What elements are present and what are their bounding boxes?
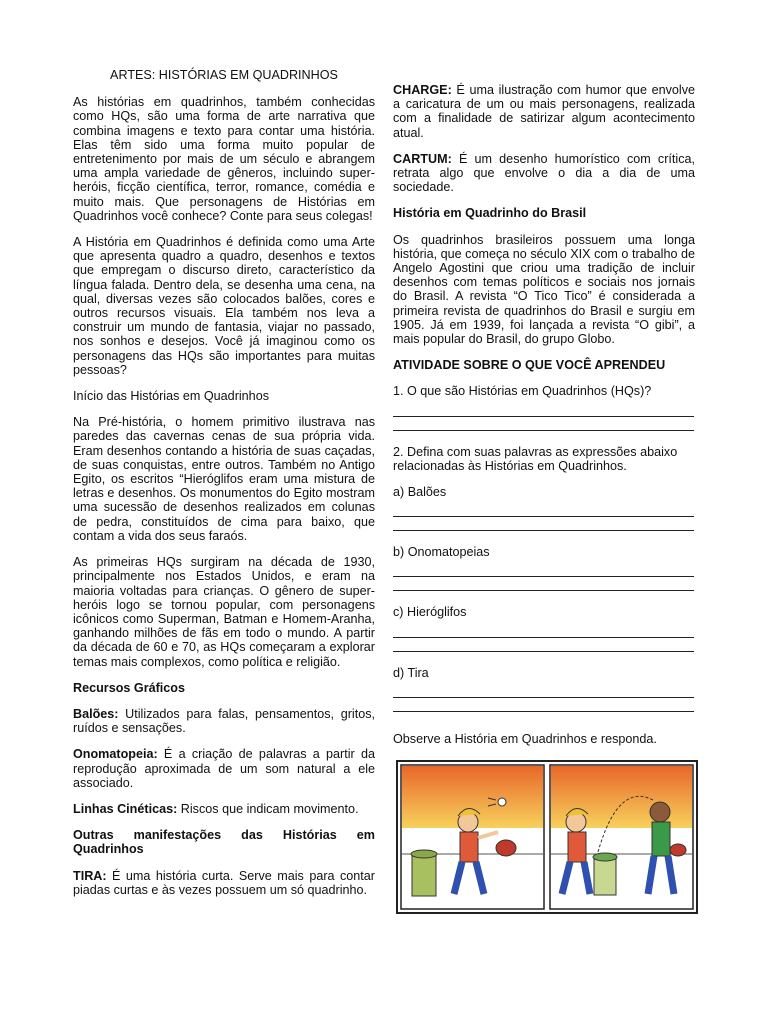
observe-instruction: Observe a História em Quadrinhos e responda.	[393, 731, 657, 746]
linhas-paragraph	[73, 802, 375, 816]
baloes-paragraph	[73, 707, 375, 735]
answer-lines-2b	[393, 563, 695, 591]
primeiras-paragraph: As primeiras HQs surgiram na década de 1930, principalmente nos Estados Unidos, e eram na maioria voltadas para crianças. O gênero de super-heróis logo se tornou popular, com personagens icônicos como Superman, Batman e Homem-Aranha, ganhando milhões de fãs em todo o mundo. A partir da década de 60 e 70, as HQs começaram a explorar temas mais complexos, como política e religião.	[73, 555, 375, 669]
intro-paragraph: As histórias em quadrinhos, também conhecidas como HQs, são uma forma de arte narrativa que combina imagens e texto para contar uma história. Elas têm sido uma forma muito popular de entretenimento por mais de um século e abrangem uma ampla variedade de gêneros, incluindo super-heróis, ficção científica, terror, romance, comédia e muito mais. Que personagens de Histórias em Quadrinhos você conhece? Conte para seus colegas!	[73, 95, 375, 223]
baloes-term: Balões:	[73, 706, 119, 721]
cartum-text: É um desenho humorístico com crítica, retrata algo que envolve o dia a dia de uma sociedade.	[393, 151, 695, 195]
question-2c: c) Hieróglifos	[393, 605, 467, 620]
onomatopeia-term: Onomatopeia:	[73, 747, 158, 762]
prehistoria-paragraph: Na Pré-história, o homem primitivo ilustrava nas paredes das cavernas cenas de sua própria vida. Eram desenhos contando a história de suas caçadas, de suas conquistas, entre outros. Também no Antigo Egito, os escritos “Hieróglifos eram uma mistura de letras e desenhos. Os monumentos do Egito mostram uma sucessão de desenhos realizados em colunas de pedra, constituídos de cima para baixo, que contam a vida dos seus faraós.	[73, 415, 375, 543]
answer-line[interactable]	[393, 684, 694, 698]
inicio-heading: Início das Histórias em Quadrinhos	[73, 389, 269, 404]
answer-line[interactable]	[393, 698, 694, 712]
onomatopeia-paragraph	[73, 747, 375, 790]
answer-line[interactable]	[393, 638, 694, 652]
answer-line[interactable]	[393, 577, 694, 591]
right-column	[393, 83, 695, 750]
brasil-paragraph: Os quadrinhos brasileiros possuem uma longa história, que começa no século XIX com o trabalho de Angelo Agostini que criou uma tradição de incluir desenhos com temas políticos e sociais nos jornais do Brasil. A revista “O Tico Tico” é considerada a primeira revista de quadrinhos do Brasil e surgiu em 1905. Já em 1939, foi lançada a revista “O gibi”, a mais popular do Brasil, do grupo Globo.	[393, 232, 695, 347]
left-column	[73, 68, 375, 909]
linhas-term: Linhas Cinéticas:	[73, 801, 178, 816]
answer-line[interactable]	[393, 624, 694, 638]
baloes-text: Utilizados para falas, pensamentos, gritos, ruídos e sensações.	[73, 706, 375, 736]
answer-line[interactable]	[393, 563, 694, 577]
recursos-heading: Recursos Gráficos	[73, 680, 185, 695]
page-title: ARTES: HISTÓRIAS EM QUADRINHOS	[110, 68, 338, 82]
cartum-term: CARTUM:	[393, 151, 452, 166]
charge-term: CHARGE:	[393, 83, 452, 97]
onomatopeia-text: É a criação de palavras a partir da reprodução aproximada de um som natural a ele associado.	[73, 747, 375, 790]
question-2: 2. Defina com suas palavras as expressões abaixo relacionadas às Histórias em Quadrinhos.	[393, 444, 678, 473]
charge-text: É uma ilustração com humor que envolve a caricatura de um ou mais personagens, realizada com a finalidade de satirizar algum acontecimento atual.	[393, 83, 695, 140]
answer-line[interactable]	[393, 417, 694, 431]
comic-illustration	[398, 762, 696, 912]
question-1: 1. O que são Histórias em Quadrinhos (HQs)?	[393, 384, 652, 399]
definition-paragraph: A História em Quadrinhos é definida como uma Arte que apresenta quadro a quadro, desenhos e textos que empregam o discurso direto, característico da língua falada. Dentro dela, se desenha uma cena, na qual, diversas vezes são colocados balões, cores e outros recursos visuais. Ela também nos leva a construir um mundo de fantasia, viajar no passado, nos sonhos e desejos. Você já imaginou como os personagens das HQs são importantes para muitas pessoas?	[73, 235, 375, 377]
answer-line[interactable]	[393, 517, 694, 531]
comic-panel-1	[401, 765, 544, 909]
answer-lines-2c	[393, 624, 695, 652]
tira-paragraph	[73, 869, 375, 897]
tira-term: TIRA:	[73, 868, 107, 883]
comic-panel-2	[550, 765, 693, 909]
cartum-paragraph	[393, 152, 695, 195]
brasil-heading: História em Quadrinho do Brasil	[393, 206, 587, 221]
linhas-text: Riscos que indicam movimento.	[177, 801, 359, 816]
comic-strip	[396, 760, 698, 914]
question-2a: a) Balões	[393, 485, 447, 500]
answer-line[interactable]	[393, 403, 694, 417]
outras-heading: Outras manifestações das Histórias em Quadrinhos	[73, 828, 375, 857]
answer-lines-2a	[393, 503, 695, 531]
question-2b: b) Onomatopeias	[393, 545, 490, 560]
atividade-heading: ATIVIDADE SOBRE O QUE VOCÊ APRENDEU	[393, 358, 666, 373]
tira-text: É uma história curta. Serve mais para contar piadas curtas e às vezes possuem um só quadrinho.	[73, 868, 375, 897]
answer-lines-2d	[393, 684, 695, 712]
answer-lines-1	[393, 403, 695, 431]
answer-line[interactable]	[393, 503, 694, 517]
question-2d: d) Tira	[393, 665, 429, 680]
charge-paragraph	[393, 83, 695, 140]
